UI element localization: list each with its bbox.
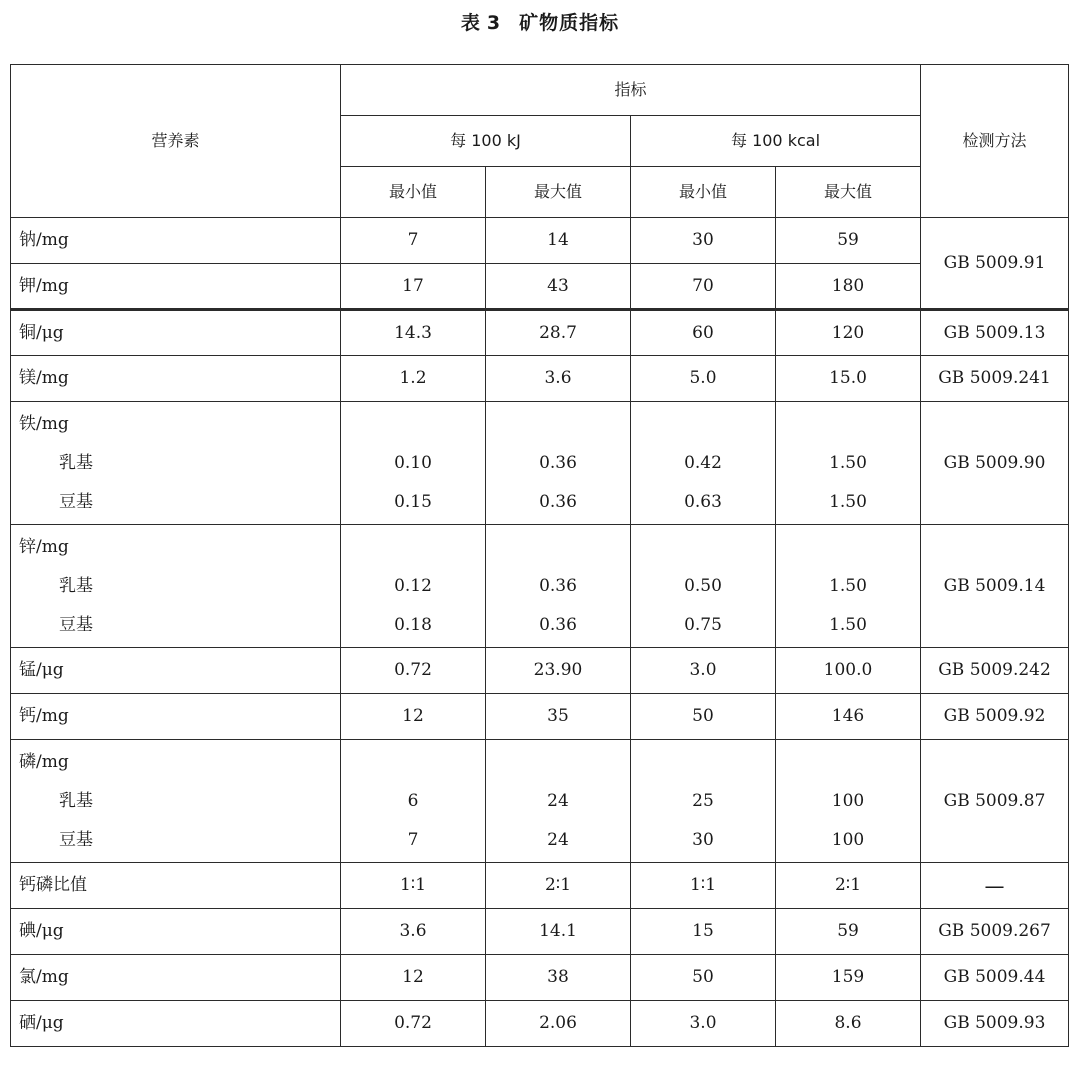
kj-max-cell: 35 (486, 694, 631, 740)
header-kj-min: 最小值 (341, 167, 486, 218)
method-cell: GB 5009.242 (921, 648, 1069, 694)
title-label: 表 (460, 12, 481, 34)
method-cell: GB 5009.91 (921, 218, 1069, 310)
nutrient-name: 钙/mg (11, 694, 341, 740)
kj-min-cell: 0.72 (341, 1001, 486, 1047)
kcal-max-cell: 100.0 (776, 648, 921, 694)
kcal-max-cell: 2∶1 (776, 863, 921, 909)
kj-max-cell: 23.90 (486, 648, 631, 694)
kj-min-cell: 0.12 (394, 576, 432, 596)
kcal-min-cell: 25 (692, 791, 714, 811)
kj-max-cell: 38 (486, 955, 631, 1001)
kcal-min-cell: 60 (631, 310, 776, 356)
kj-max-cell: 24 (547, 791, 569, 811)
table-row (11, 356, 1069, 402)
nutrient-name: 铁/mg (19, 414, 69, 434)
kcal-max-cell: 1.50 (829, 576, 867, 596)
kj-min-cell: 12 (341, 694, 486, 740)
kcal-min-cell: 0.63 (684, 492, 722, 512)
header-kj-max: 最大值 (486, 167, 631, 218)
kcal-max-cell: 146 (776, 694, 921, 740)
method-cell: GB 5009.90 (921, 402, 1069, 525)
method-cell: GB 5009.87 (921, 740, 1069, 863)
kcal-max-cell: 59 (776, 218, 921, 264)
title-number: 3 (486, 12, 502, 34)
kj-min-cell: 12 (341, 955, 486, 1001)
sub-label-soy: 豆基 (59, 492, 93, 512)
nutrient-name: 镁/mg (11, 356, 341, 402)
method-cell: GB 5009.241 (921, 356, 1069, 402)
nutrient-name: 锌/mg (19, 537, 69, 557)
kj-min-cell: 0.72 (341, 648, 486, 694)
kj-max-cell: 0.36 (539, 615, 577, 635)
header-per-kcal: 每 100 kcal (631, 116, 921, 167)
kj-max-cell: 0.36 (539, 492, 577, 512)
header-method: 检测方法 (921, 65, 1069, 218)
kj-min-cell: 0.10 (394, 453, 432, 473)
kcal-max-cell: 120 (776, 310, 921, 356)
header-indicator: 指标 (341, 65, 921, 116)
table-title (0, 8, 1080, 35)
kcal-min-cell: 30 (631, 218, 776, 264)
table-row (11, 648, 1069, 694)
nutrient-name: 钠/mg (11, 218, 341, 264)
sub-label-milk: 乳基 (59, 453, 93, 473)
kcal-min-cell: 3.0 (631, 1001, 776, 1047)
kcal-min-cell: 30 (692, 830, 714, 850)
nutrient-name: 硒/μg (11, 1001, 341, 1047)
kcal-max-cell: 59 (776, 909, 921, 955)
kj-min-cell: 6 (407, 791, 419, 811)
title-text: 矿物质指标 (519, 12, 620, 34)
kj-max-cell: 0.36 (539, 453, 577, 473)
kcal-max-cell: 8.6 (776, 1001, 921, 1047)
method-cell: — (921, 863, 1069, 909)
table-row (11, 1001, 1069, 1047)
sub-label-soy: 豆基 (59, 615, 93, 635)
kj-max-cell: 24 (547, 830, 569, 850)
kcal-max-cell: 1.50 (829, 453, 867, 473)
kcal-max-cell: 100 (831, 791, 865, 811)
nutrient-name: 碘/μg (11, 909, 341, 955)
table-row (11, 740, 1069, 863)
kj-max-cell: 14 (486, 218, 631, 264)
kcal-max-cell: 15.0 (776, 356, 921, 402)
kcal-max-cell: 1.50 (829, 492, 867, 512)
sub-label-milk: 乳基 (59, 576, 93, 596)
kj-min-cell: 0.15 (394, 492, 432, 512)
table-row (11, 402, 1069, 525)
kj-max-cell: 2∶1 (486, 863, 631, 909)
header-kcal-max: 最大值 (776, 167, 921, 218)
method-cell: GB 5009.93 (921, 1001, 1069, 1047)
table-row (11, 310, 1069, 356)
kj-max-cell: 0.36 (539, 576, 577, 596)
kj-max-cell: 14.1 (486, 909, 631, 955)
kcal-min-cell: 50 (631, 694, 776, 740)
sub-label-milk: 乳基 (59, 791, 93, 811)
kj-max-cell: 2.06 (486, 1001, 631, 1047)
method-cell: GB 5009.13 (921, 310, 1069, 356)
kj-max-cell: 28.7 (486, 310, 631, 356)
sub-label-soy: 豆基 (59, 830, 93, 850)
method-cell: GB 5009.92 (921, 694, 1069, 740)
kj-min-cell: 3.6 (341, 909, 486, 955)
method-cell: GB 5009.44 (921, 955, 1069, 1001)
kj-min-cell: 1.2 (341, 356, 486, 402)
kj-min-cell: 1∶1 (341, 863, 486, 909)
nutrient-name: 钙磷比值 (11, 863, 341, 909)
kj-min-cell: 7 (407, 830, 419, 850)
table-row (11, 909, 1069, 955)
nutrient-name: 氯/mg (11, 955, 341, 1001)
table-row (11, 264, 1069, 310)
table-row (11, 694, 1069, 740)
table-row (11, 525, 1069, 648)
header-kcal-min: 最小值 (631, 167, 776, 218)
nutrient-name: 磷/mg (19, 752, 69, 772)
kcal-min-cell: 3.0 (631, 648, 776, 694)
nutrient-name: 钾/mg (11, 264, 341, 310)
method-cell: GB 5009.14 (921, 525, 1069, 648)
kcal-min-cell: 70 (631, 264, 776, 310)
table-row (11, 955, 1069, 1001)
kcal-max-cell: 159 (776, 955, 921, 1001)
kj-min-cell: 0.18 (394, 615, 432, 635)
header-nutrient: 营养素 (11, 65, 341, 218)
kj-min-cell: 17 (341, 264, 486, 310)
table-row (11, 218, 1069, 264)
kcal-max-cell: 100 (831, 830, 865, 850)
nutrient-name: 锰/μg (11, 648, 341, 694)
kcal-max-cell: 1.50 (829, 615, 867, 635)
kcal-min-cell: 1∶1 (631, 863, 776, 909)
kcal-min-cell: 0.75 (684, 615, 722, 635)
kcal-max-cell: 180 (776, 264, 921, 310)
kj-max-cell: 3.6 (486, 356, 631, 402)
header-per-kj: 每 100 kJ (341, 116, 631, 167)
kcal-min-cell: 5.0 (631, 356, 776, 402)
method-cell: GB 5009.267 (921, 909, 1069, 955)
kcal-min-cell: 15 (631, 909, 776, 955)
mineral-table (10, 64, 1069, 1047)
kj-max-cell: 43 (486, 264, 631, 310)
kcal-min-cell: 50 (631, 955, 776, 1001)
kcal-min-cell: 0.42 (684, 453, 722, 473)
table-row (11, 863, 1069, 909)
kj-min-cell: 14.3 (341, 310, 486, 356)
kj-min-cell: 7 (341, 218, 486, 264)
kcal-min-cell: 0.50 (684, 576, 722, 596)
nutrient-name: 铜/μg (11, 310, 341, 356)
